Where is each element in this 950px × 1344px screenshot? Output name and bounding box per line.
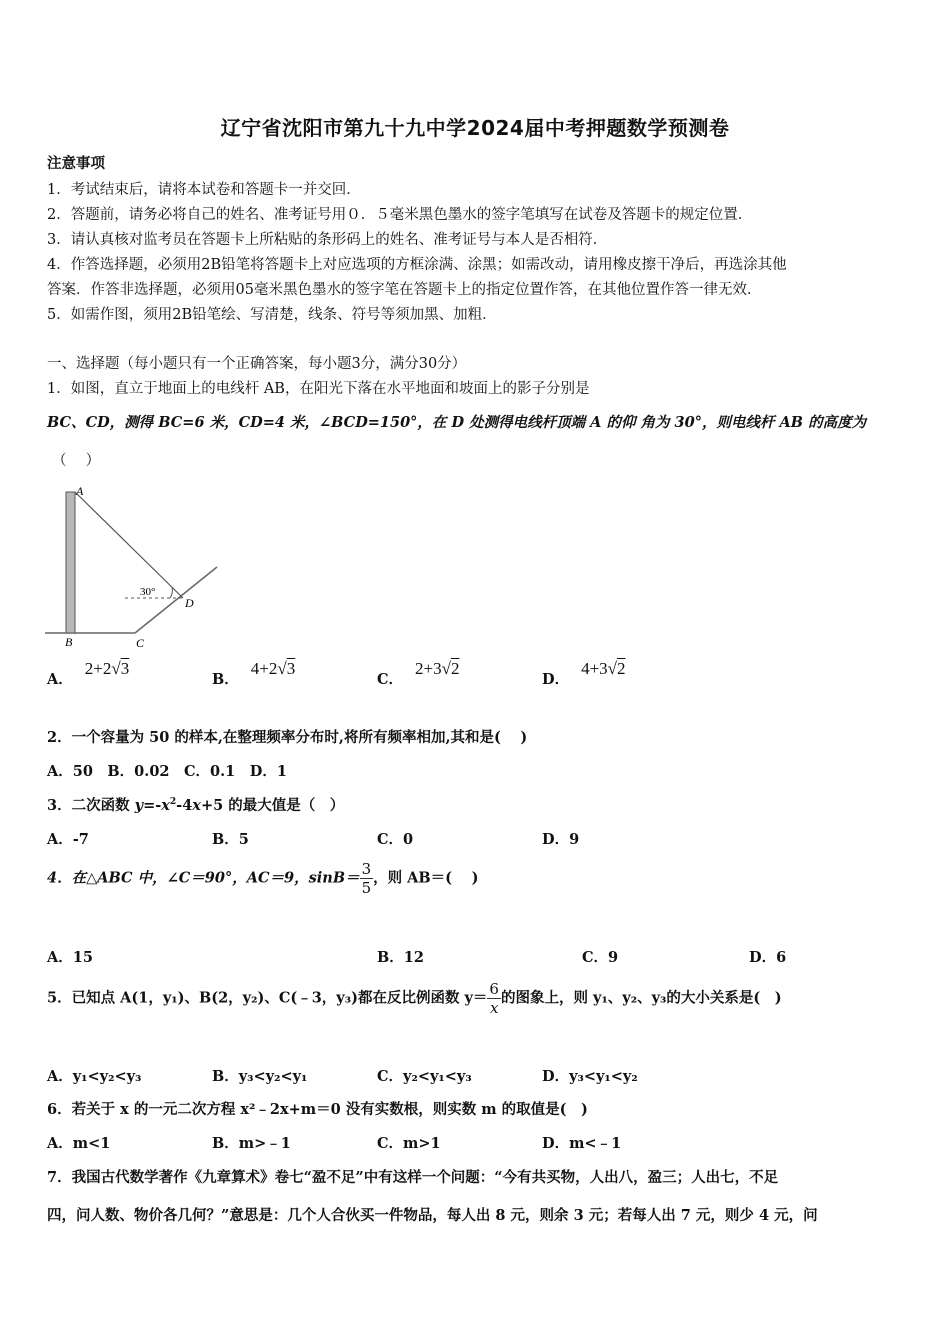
q5-option-b: B．y₃<y₂<y₁ [212, 1068, 308, 1085]
q4-den: 5 [361, 879, 372, 897]
note-item: 1．考试结束后，请将本试卷和答题卡一并交回． [47, 182, 361, 198]
option-expr [415, 659, 459, 678]
q3-x1: x [161, 797, 170, 814]
q6-option-c: C．m>1 [377, 1135, 441, 1152]
radicand: 2 [450, 659, 460, 678]
sqrt-icon: √ [277, 659, 287, 678]
label-a: A [76, 484, 84, 498]
sight-line [75, 492, 183, 598]
label-d: D [185, 596, 194, 610]
q3-prefix: 3．二次函数 [47, 797, 135, 814]
q3-square: 2 [169, 797, 177, 808]
q3-option-b: B．5 [212, 831, 249, 848]
q5-suffix: 的图象上，则 y₁、y₂、y₃的大小关系是( ) [500, 989, 782, 1007]
sqrt-icon: √ [441, 659, 451, 678]
label-angle: 30° [140, 586, 156, 598]
sqrt-icon: √ [607, 659, 618, 678]
option-label: D． [542, 671, 570, 688]
sqrt-icon: √ [111, 659, 121, 678]
q4-option-d: D．6 [749, 949, 787, 966]
option-label: B． [212, 671, 239, 688]
q4-suffix: ，则 AB＝( ) [373, 869, 479, 887]
question-3 [47, 794, 344, 815]
radicand: 3 [286, 659, 296, 678]
q5-den: x [489, 999, 499, 1017]
q4-option-b: B．12 [377, 949, 424, 966]
q1-option-b [212, 659, 296, 689]
page-title: 辽宁省沈阳市第九十九中学2024届中考押题数学预测卷 [220, 116, 730, 140]
option-expr [581, 659, 625, 678]
q2-options: A．50 B．0.02 C．0.1 D．1 [47, 763, 287, 780]
question-7-line2: 四，问人数、物价各几何？”意思是：几个人合伙买一件物品，每人出 8 元，则余 3 元；若每人出 7 元，则少 4 元，问 [47, 1207, 818, 1224]
q3-y: y [134, 797, 144, 814]
option-expr [251, 659, 295, 678]
q6-option-a: A．m<1 [47, 1135, 111, 1152]
question-5 [47, 980, 782, 1017]
question-1-bracket: （ ） [52, 453, 101, 469]
expr-prefix: 2+3 [415, 659, 442, 678]
q5-option-d: D．y₃<y₁<y₂ [542, 1068, 638, 1085]
q5-option-a: A．y₁<y₂<y₃ [47, 1068, 142, 1085]
note-item: 4．作答选择题，必须用2B铅笔将答题卡上对应选项的方框涂满、涂黑；如需改动，请用橡皮擦干净后，再选涂其他 [47, 257, 787, 273]
expr-prefix: 4+3 [581, 659, 608, 678]
q5-fraction [487, 980, 501, 1017]
q6-option-d: D．m<﹣1 [542, 1135, 622, 1152]
q3-eq1: =- [143, 797, 162, 814]
question-6: 6．若关于 x 的一元二次方程 x²﹣2x+m＝0 没有实数根，则实数 m 的取值是( ) [47, 1101, 588, 1118]
q5-option-c: C．y₂<y₁<y₃ [377, 1068, 472, 1085]
q4-option-a: A．15 [47, 949, 93, 966]
q1-option-d [542, 659, 626, 689]
question-4 [47, 860, 478, 897]
question-2: 2．一个容量为 50 的样本,在整理频率分布时,将所有频率相加,其和是( ) [47, 729, 528, 746]
radicand: 2 [617, 659, 626, 678]
expr-prefix: 4+2 [250, 659, 278, 678]
note-item: 3．请认真核对监考员在答题卡上所粘贴的条形码上的姓名、准考证号与本人是否相符． [47, 232, 608, 248]
angle-arc [170, 587, 172, 598]
section-heading: 一、选择题（每小题只有一个正确答案，每小题3分，满分30分） [47, 356, 467, 372]
q5-prefix: 5．已知点 A(1，y₁)、B(2，y₂)、C(﹣3，y₃)都在反比例函数 y＝ [47, 989, 488, 1007]
q5-num: 6 [489, 980, 499, 998]
option-expr [85, 659, 129, 678]
q1-option-a [47, 659, 130, 689]
q3-option-d: D．9 [542, 831, 580, 848]
radicand: 3 [120, 659, 130, 678]
q4-fraction [360, 860, 374, 897]
note-item: 5．如需作图，须用2B铅笔绘、写清楚，线条、符号等须加黑、加粗． [47, 307, 497, 323]
label-c: C [136, 636, 145, 650]
question-7-line1: 7．我国古代数学著作《九章算术》卷七“盈不足”中有这样一个问题：“今有共买物，人出八，盈三；人出七，不足 [47, 1169, 779, 1186]
option-label: A． [47, 671, 73, 688]
slope-line [135, 567, 217, 633]
question-1-line2: BC、CD，测得 BC=6 米，CD=4 米，∠BCD=150°，在 D 处测得电线杆顶端 A 的仰 角为 30°，则电线杆 AB 的高度为 [47, 414, 867, 431]
note-item: 答案．作答非选择题，必须用05毫米黑色墨水的签字笔在答题卡上的指定位置作答，在其他位置作答一律无效． [47, 282, 762, 298]
pole-ab [66, 492, 75, 633]
label-b: B [65, 635, 73, 649]
q3-suffix: +5 的最大值是（ ） [200, 797, 345, 814]
q3-option-a: A．-7 [47, 831, 89, 848]
q3-x2: x [192, 797, 201, 814]
note-item: 2．答题前，请务必将自己的姓名、准考证号用０．５毫米黑色墨水的签字笔填写在试卷及答题卡的规定位置． [47, 207, 753, 223]
q1-option-c [377, 659, 460, 689]
q4-option-c: C．9 [582, 949, 619, 966]
q6-option-b: B．m>﹣1 [212, 1135, 291, 1152]
q4-num: 3 [361, 860, 372, 878]
q4-prefix: 4．在△ABC 中，∠C＝90°，AC＝9，sinB＝ [47, 869, 360, 887]
q1-figure [40, 480, 230, 655]
option-label: C． [377, 671, 404, 688]
expr-prefix: 2+2 [84, 659, 112, 678]
notes-heading: 注意事项 [47, 155, 105, 172]
question-1-line1: 1．如图，直立于地面上的电线杆 AB，在阳光下落在水平地面和坡面上的影子分别是 [47, 381, 590, 397]
q3-eq2: -4 [176, 797, 193, 814]
q3-option-c: C．0 [377, 831, 414, 848]
